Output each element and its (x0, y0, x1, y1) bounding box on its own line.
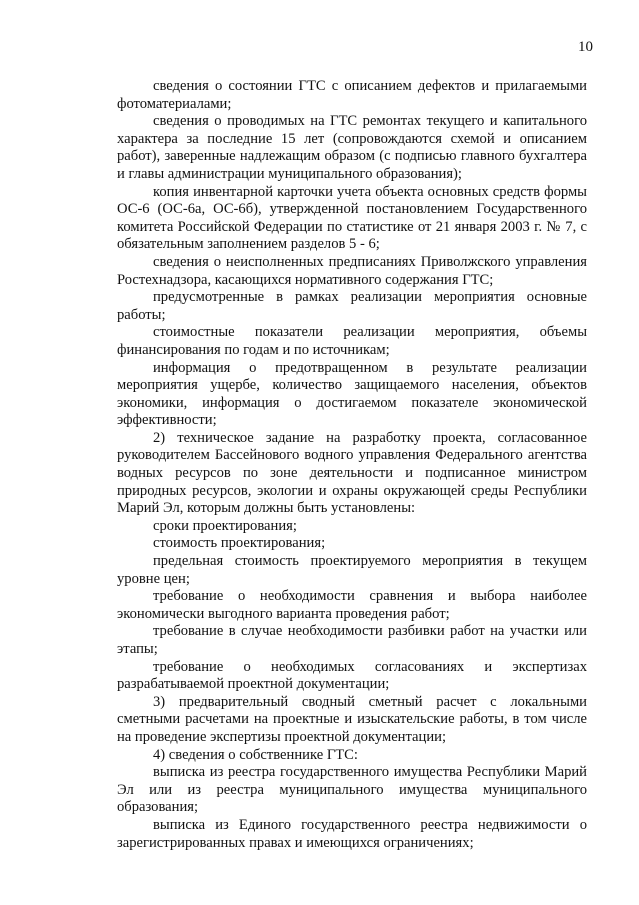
paragraph: требование о необходимых согласованиях и экспертизах разрабатываемой проектной документации; (117, 658, 587, 693)
paragraph: стоимостные показатели реализации мероприятия, объемы финансирования по годам и по источникам; (117, 324, 587, 358)
paragraph: сведения о состоянии ГТС с описанием дефектов и прилагаемыми фотоматериалами; (117, 78, 587, 112)
paragraph: предельная стоимость проектируемого мероприятия в текущем уровне цен; (117, 553, 587, 587)
paragraph: выписка из реестра государственного имущества Республики Марий Эл или из реестра муниципального имущества муниципального образования; (117, 764, 587, 816)
paragraph: сроки проектирования; (153, 517, 297, 534)
paragraph: требование в случае необходимости разбивки работ на участки или этапы; (117, 623, 587, 657)
paragraph: 3) предварительный сводный сметный расчет с локальными сметными расчетами на проектные и изыскательские работы, в том числе на проведение экспертизы проектной документации; (117, 693, 587, 745)
paragraph: информация о предотвращенном в результате реализации мероприятия ущербе, количество защищаемого населения, объектов экономики, информация о достигаемом показателе экономической эффективности; (117, 359, 587, 429)
paragraph: требование о необходимости сравнения и выбора наиболее экономически выгодного варианта проведения работ; (117, 588, 587, 622)
paragraph: сведения о неисполненных предписаниях Приволжского управления Ростехнадзора, касающихся нормативного содержания ГТС; (117, 253, 587, 288)
paragraph: предусмотренные в рамках реализации мероприятия основные работы; (117, 289, 587, 323)
paragraph: выписка из Единого государственного реестра недвижимости о зарегистрированных правах и имеющихся ограничениях; (117, 816, 587, 851)
page-number: 10 (578, 39, 593, 55)
paragraph: 4) сведения о собственнике ГТС: (153, 746, 358, 763)
paragraph: 2) техническое задание на разработку проекта, согласованное руководителем Бассейнового водного управления Федерального агентства водных ресурсов по зоне деятельности и подписанное министром природных ресурсов, экологии и охраны окружающей среды Республики Марий Эл, которым должны быть установлены: (117, 429, 587, 517)
paragraph: стоимость проектирования; (153, 535, 326, 552)
document-body (117, 78, 587, 852)
paragraph: сведения о проводимых на ГТС ремонтах текущего и капитального характера за последние 15 лет (сопровождаются схемой и описанием работ), заверенные надлежащим образом (с подписью главного бухгалтера и главы администрации муниципального образования); (117, 113, 587, 182)
paragraph: копия инвентарной карточки учета объекта основных средств формы ОС-6 (ОС-6а, ОС-6б), утвержденной постановлением Государственного комитета Российской Федерации по статистике от 21 января 2003 г. № 7, с обязательным заполнением разделов 5 - 6; (117, 183, 587, 253)
